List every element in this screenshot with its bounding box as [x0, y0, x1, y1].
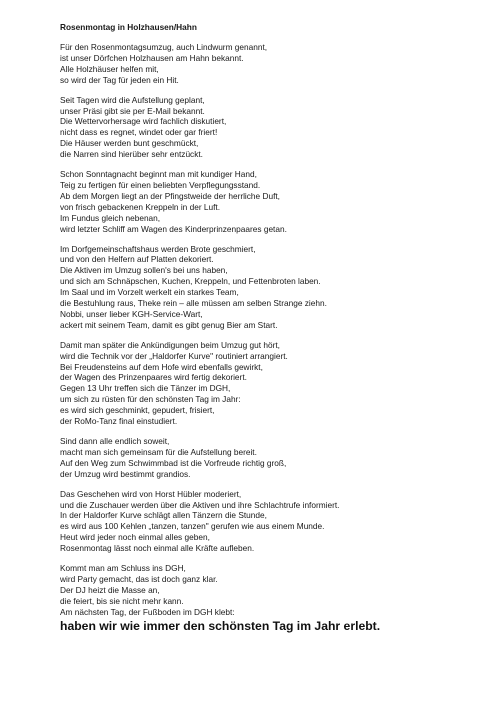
poem-line: der Wagen des Prinzenpaares wird fertig dekoriert. [60, 372, 247, 383]
poem-body [60, 42, 480, 618]
poem-line: der Umzug wird bestimmt grandios. [60, 468, 191, 479]
poem-line: Kommt man am Schluss ins DGH, [60, 563, 186, 574]
poem-line: ackert mit seinem Team, damit es gibt genug Bier am Start. [60, 319, 278, 330]
poem-line: Nobbi, unser lieber KGH-Service-Wart, [60, 308, 203, 319]
poem-line: so wird der Tag für jeden ein Hit. [60, 74, 179, 85]
final-line: haben wir wie immer den schönsten Tag im Jahr erlebt. [60, 618, 381, 633]
poem-line: Bei Freudensteins auf dem Hofe wird ebenfalls gewirkt, [60, 361, 263, 372]
poem-line: Gegen 13 Uhr treffen sich die Tänzer im DGH, [60, 383, 231, 394]
poem-line: die Bestuhlung raus, Theke rein – alle müssen am selben Strange ziehn. [60, 298, 327, 309]
poem-line: der RoMo-Tanz final einstudiert. [60, 416, 178, 427]
document-page [60, 22, 480, 634]
poem-line: wird Party gemacht, das ist doch ganz klar. [60, 573, 218, 584]
poem-line: Die Wettervorhersage wird fachlich diskutiert, [60, 116, 227, 127]
poem-line: von frisch gebackenen Kreppeln in der Luft. [60, 201, 221, 212]
poem-line: Alle Holzhäuser helfen mit, [60, 63, 159, 74]
poem-line: Die Aktiven im Umzug sollen's bei uns haben, [60, 265, 228, 276]
poem-line: Damit man später die Ankündigungen beim Umzug gut hört, [60, 339, 280, 350]
poem-line: In der Haldorfer Kurve schlägt allen Tänzern die Stunde, [60, 510, 267, 521]
stanza [60, 489, 480, 554]
stanza [60, 169, 480, 234]
poem-line: Teig zu fertigen für einen beliebten Verpflegungsstand. [60, 179, 261, 190]
poem-line: wird letzter Schliff am Wagen des Kinderprinzenpaares getan. [60, 223, 287, 234]
poem-line: und sich am Schnäpschen, Kuchen, Kreppeln, und Fettenbroten laben. [60, 276, 321, 287]
poem-line: macht man sich gemeinsam für die Aufstellung bereit. [60, 446, 257, 457]
stanza [60, 42, 480, 86]
stanza [60, 95, 480, 160]
poem-line: und die Zuschauer werden über die Aktiven und ihre Schlachtrufe informiert. [60, 499, 340, 510]
poem-line: nicht dass es regnet, windet oder gar friert! [60, 127, 218, 138]
poem-line: und von den Helfern auf Platten dekoriert. [60, 254, 214, 265]
poem-line: Seit Tagen wird die Aufstellung geplant, [60, 94, 205, 105]
poem-line: Schon Sonntagnacht beginnt man mit kundiger Hand, [60, 169, 257, 180]
poem-line: Der DJ heizt die Masse an, [60, 584, 160, 595]
poem-line: die Narren sind hierüber sehr entzückt. [60, 149, 203, 160]
poem-line: Für den Rosenmontagsumzug, auch Lindwurm genannt, [60, 42, 268, 52]
poem-line: Im Dorfgemeinschaftshaus werden Brote geschmiert, [60, 243, 256, 254]
poem-line: Sind dann alle endlich soweit, [60, 436, 170, 446]
document-title: Rosenmontag in Holzhausen/Hahn [60, 22, 197, 32]
poem-line: Im Fundus gleich nebenan, [60, 212, 161, 223]
poem-line: Am nächsten Tag, der Fußboden im DGH klebt: [60, 606, 235, 617]
poem-line: um sich zu rüsten für den schönsten Tag im Jahr: [60, 394, 241, 405]
poem-line: Das Geschehen wird von Horst Hübler moderiert, [60, 488, 242, 499]
stanza [60, 436, 480, 480]
poem-line: Im Saal und im Vorzelt werkelt ein starkes Team, [60, 287, 239, 298]
stanza [60, 563, 480, 618]
poem-line: ist unser Dörfchen Holzhausen am Hahn bekannt. [60, 52, 244, 63]
poem-line: es wird aus 100 Kehlen „tanzen, tanzen" gerufen wie aus einem Munde. [60, 521, 325, 532]
poem-line: unser Präsi gibt sie per E-Mail bekannt. [60, 105, 205, 116]
poem-line: es wird sich geschminkt, gepudert, frisiert, [60, 405, 215, 416]
stanza [60, 340, 480, 427]
poem-line: die feiert, bis sie nicht mehr kann. [60, 595, 184, 606]
poem-line: Ab dem Morgen liegt an der Pfingstweide der herrliche Duft, [60, 190, 280, 201]
poem-line: Die Häuser werden bunt geschmückt, [60, 138, 199, 149]
poem-line: Auf den Weg zum Schwimmbad ist die Vorfreude richtig groß, [60, 457, 287, 468]
poem-line: Rosenmontag lässt noch einmal alle Kräfte aufleben. [60, 543, 255, 554]
poem-line: Heut wird jeder noch einmal alles geben, [60, 532, 210, 543]
poem-line: wird die Technik vor der „Haldorfer Kurve" routiniert arrangiert. [60, 350, 288, 361]
stanza [60, 244, 480, 331]
